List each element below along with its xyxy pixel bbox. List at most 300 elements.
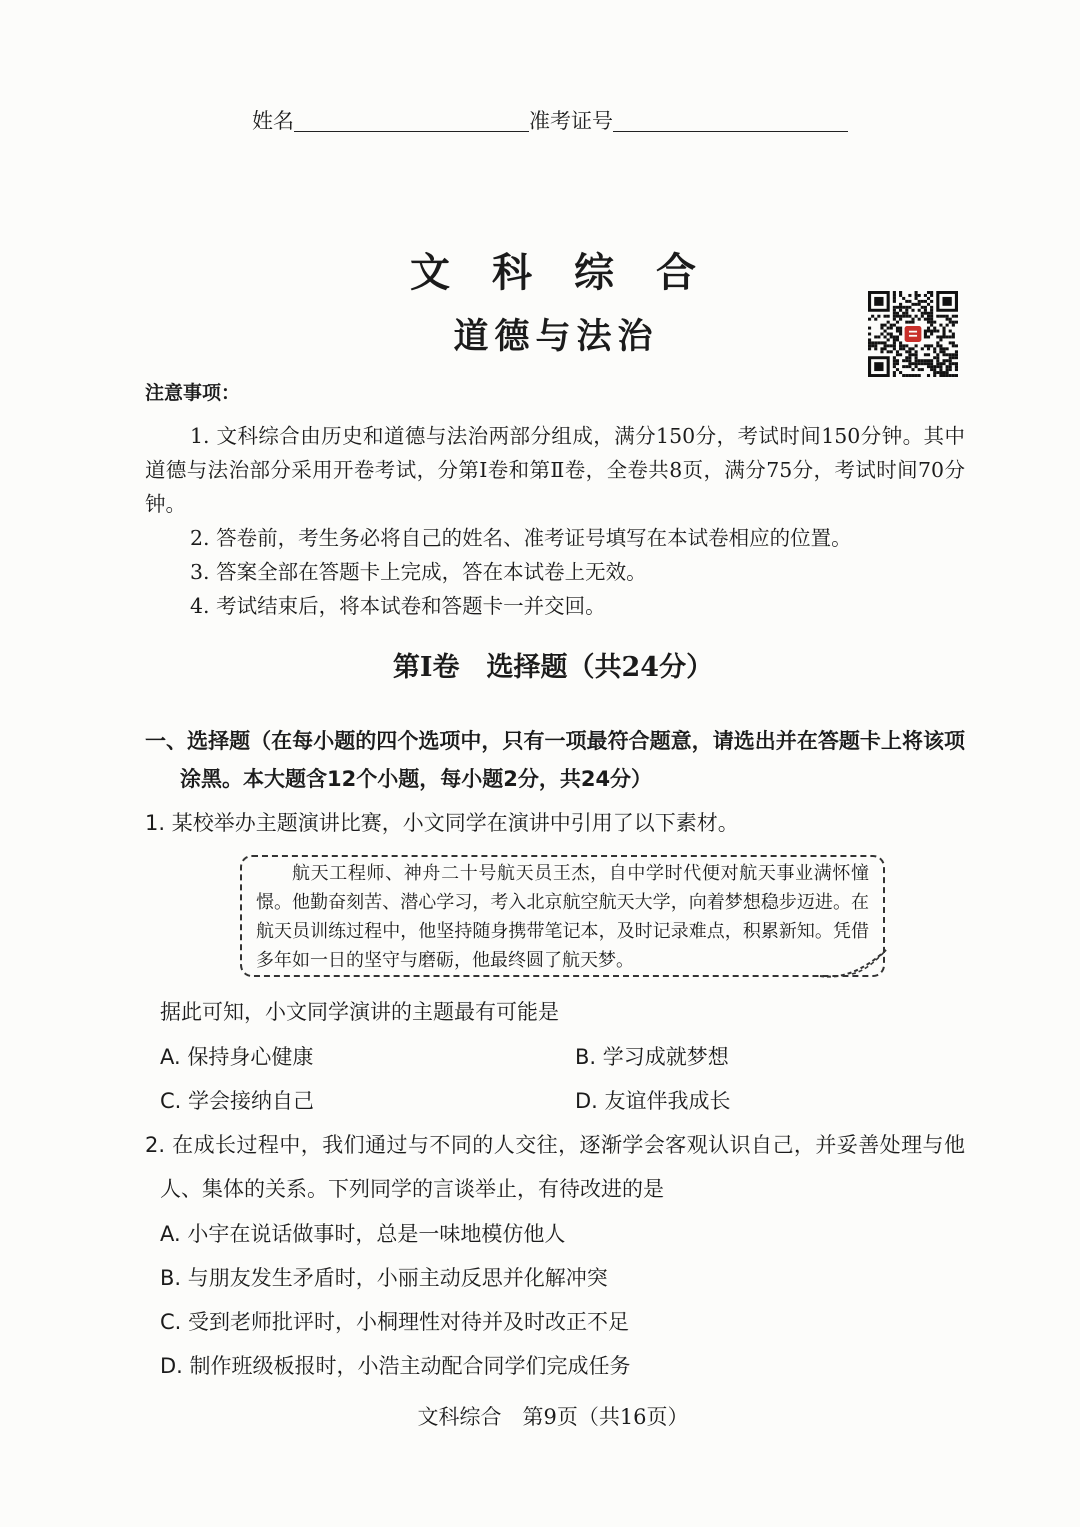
qr-module bbox=[908, 306, 911, 309]
qr-module bbox=[899, 303, 902, 306]
notice-item: 1. 文科综合由历史和道德与法治两部分组成，满分150分，考试时间150分钟。其中道德与法治部分采用开卷考试，分第Ⅰ卷和第Ⅱ卷，全卷共8页，满分75分，考试时间70分钟。 bbox=[145, 424, 965, 516]
qr-module bbox=[893, 344, 896, 347]
part-one-instruction: 一、选择题（在每小题的四个选项中，只有一项最符合题意，请选出并在答题卡上将该项涂黑。本大题含12个小题，每小题2分，共24分） bbox=[145, 729, 965, 791]
qr-module bbox=[918, 294, 921, 297]
qr-module bbox=[939, 338, 942, 341]
qr-module bbox=[924, 306, 927, 309]
page-footer: 文科综合 第9页（共16页） bbox=[417, 1405, 689, 1429]
qr-module bbox=[874, 335, 877, 338]
qr-module bbox=[942, 353, 945, 356]
candidate-info-header bbox=[252, 106, 848, 136]
qr-module bbox=[880, 341, 883, 344]
qr-module bbox=[952, 335, 955, 338]
qr-module bbox=[930, 362, 933, 365]
qr-module bbox=[902, 297, 905, 300]
qr-module bbox=[927, 353, 930, 356]
qr-module bbox=[868, 347, 871, 350]
qr-module bbox=[921, 315, 924, 318]
qr-module bbox=[915, 353, 918, 356]
qr-module bbox=[930, 330, 933, 333]
qr-module bbox=[955, 315, 958, 318]
qr-module bbox=[915, 303, 918, 306]
qr-module bbox=[933, 374, 936, 377]
qr-module bbox=[930, 315, 933, 318]
qr-module bbox=[930, 324, 933, 327]
qr-module bbox=[896, 306, 899, 309]
qr-module bbox=[930, 306, 933, 309]
qr-module bbox=[946, 365, 949, 368]
qr-module bbox=[905, 359, 908, 362]
qr-module bbox=[899, 309, 902, 312]
qr-module bbox=[942, 330, 945, 333]
qr-module bbox=[896, 315, 899, 318]
qr-module bbox=[949, 318, 952, 321]
qr-module bbox=[927, 335, 930, 338]
qr-module bbox=[921, 306, 924, 309]
notice-item: 3. 答案全部在答题卡上完成，答在本试卷上无效。 bbox=[190, 560, 647, 584]
qr-module bbox=[911, 347, 914, 350]
qr-module bbox=[899, 353, 902, 356]
qr-module bbox=[955, 344, 958, 347]
qr-module bbox=[908, 365, 911, 368]
qr-module bbox=[868, 341, 871, 344]
qr-module bbox=[936, 356, 939, 359]
qr-module bbox=[911, 303, 914, 306]
qr-module bbox=[921, 359, 924, 362]
qr-module bbox=[936, 371, 939, 374]
qr-module bbox=[899, 341, 902, 344]
qr-module bbox=[905, 374, 908, 377]
qr-module bbox=[924, 335, 927, 338]
qr-module bbox=[893, 315, 896, 318]
qr-module bbox=[930, 344, 933, 347]
qr-module bbox=[902, 344, 905, 347]
question-1-option-a: A. 保持身心健康 bbox=[160, 1045, 314, 1069]
qr-module bbox=[942, 335, 945, 338]
qr-module bbox=[933, 321, 936, 324]
qr-module bbox=[896, 359, 899, 362]
qr-module bbox=[924, 344, 927, 347]
qr-module bbox=[927, 344, 930, 347]
qr-module bbox=[949, 359, 952, 362]
qr-module bbox=[952, 356, 955, 359]
qr-module bbox=[942, 374, 945, 377]
qr-module bbox=[899, 371, 902, 374]
qr-module bbox=[927, 312, 930, 315]
qr-module bbox=[939, 371, 942, 374]
qr-module bbox=[939, 315, 942, 318]
qr-module bbox=[946, 335, 949, 338]
qr-module bbox=[952, 333, 955, 336]
qr-module bbox=[939, 335, 942, 338]
qr-module bbox=[946, 318, 949, 321]
qr-module bbox=[918, 309, 921, 312]
qr-module bbox=[896, 335, 899, 338]
qr-module bbox=[927, 321, 930, 324]
name-label: 姓名 bbox=[252, 109, 294, 133]
qr-module bbox=[893, 300, 896, 303]
qr-finder-bottom-left bbox=[868, 356, 890, 377]
qr-module bbox=[918, 318, 921, 321]
qr-module bbox=[908, 315, 911, 318]
qr-module bbox=[884, 315, 887, 318]
qr-module bbox=[949, 353, 952, 356]
qr-module bbox=[911, 362, 914, 365]
qr-module bbox=[915, 374, 918, 377]
notice-item: 4. 考试结束后，将本试卷和答题卡一并交回。 bbox=[190, 594, 606, 618]
qr-module bbox=[908, 353, 911, 356]
qr-module bbox=[927, 315, 930, 318]
qr-module bbox=[896, 350, 899, 353]
qr-module bbox=[942, 315, 945, 318]
qr-module bbox=[896, 330, 899, 333]
qr-module bbox=[942, 333, 945, 336]
qr-module bbox=[905, 300, 908, 303]
qr-module bbox=[927, 365, 930, 368]
qr-module bbox=[899, 330, 902, 333]
qr-module bbox=[902, 347, 905, 350]
qr-module bbox=[921, 347, 924, 350]
exam-id-label: 准考证号 bbox=[529, 109, 613, 133]
qr-center-logo bbox=[903, 324, 923, 344]
qr-module bbox=[942, 350, 945, 353]
qr-module bbox=[899, 306, 902, 309]
qr-module bbox=[927, 374, 930, 377]
qr-module bbox=[908, 362, 911, 365]
qr-module bbox=[939, 350, 942, 353]
qr-module bbox=[905, 350, 908, 353]
qr-module bbox=[924, 300, 927, 303]
qr-module bbox=[952, 321, 955, 324]
qr-finder-top-right bbox=[936, 291, 958, 312]
qr-module bbox=[918, 362, 921, 365]
qr-module bbox=[890, 324, 893, 327]
qr-module bbox=[893, 341, 896, 344]
qr-module bbox=[887, 350, 890, 353]
qr-module bbox=[893, 309, 896, 312]
qr-module bbox=[893, 374, 896, 377]
qr-module bbox=[911, 374, 914, 377]
qr-module bbox=[905, 306, 908, 309]
qr-module bbox=[936, 341, 939, 344]
qr-module bbox=[911, 318, 914, 321]
qr-module bbox=[927, 303, 930, 306]
question-1-material-box: 航天工程师、神舟二十号航天员王杰，自中学时代便对航天事业满怀憧憬。他勤奋刻苦、潜心学习，考入北京航空航天大学，向着梦想稳步迈进。在航天员训练过程中，他坚持随身携带笔记本，及时记录难点，积累新知。凭借多年如一日的坚守与磨砺，他最终圆了航天梦。 bbox=[240, 855, 885, 977]
question-1-option-c: C. 学会接纳自己 bbox=[160, 1089, 315, 1113]
qr-module bbox=[896, 312, 899, 315]
qr-module bbox=[930, 318, 933, 321]
qr-module bbox=[899, 344, 902, 347]
qr-module bbox=[952, 341, 955, 344]
qr-module bbox=[939, 362, 942, 365]
qr-module bbox=[952, 374, 955, 377]
qr-module bbox=[868, 344, 871, 347]
name-blank-line bbox=[294, 111, 529, 132]
question-1-stem: 1. 某校举办主题演讲比赛，小文同学在演讲中引用了以下素材。 bbox=[145, 811, 739, 835]
exam-id-blank-line bbox=[613, 111, 848, 132]
qr-module bbox=[884, 344, 887, 347]
paper-title: 文科综合 bbox=[410, 250, 738, 296]
qr-module bbox=[955, 365, 958, 368]
qr-module bbox=[874, 318, 877, 321]
qr-module bbox=[877, 341, 880, 344]
qr-module bbox=[927, 291, 930, 294]
qr-module bbox=[924, 330, 927, 333]
qr-module bbox=[896, 321, 899, 324]
qr-module bbox=[939, 374, 942, 377]
qr-module bbox=[924, 353, 927, 356]
qr-module bbox=[890, 344, 893, 347]
qr-module bbox=[946, 347, 949, 350]
qr-module bbox=[884, 335, 887, 338]
qr-module bbox=[949, 341, 952, 344]
qr-module bbox=[868, 338, 871, 341]
qr-module bbox=[908, 321, 911, 324]
notice-list bbox=[145, 419, 965, 623]
qr-module bbox=[933, 350, 936, 353]
qr-module bbox=[949, 365, 952, 368]
qr-module bbox=[874, 344, 877, 347]
qr-module bbox=[890, 350, 893, 353]
qr-finder-top-left bbox=[868, 291, 890, 312]
qr-module bbox=[939, 365, 942, 368]
qr-module bbox=[899, 291, 902, 294]
qr-module bbox=[936, 315, 939, 318]
qr-module bbox=[930, 312, 933, 315]
paper-subtitle: 道德与法治 bbox=[453, 317, 659, 357]
qr-module bbox=[893, 359, 896, 362]
qr-module bbox=[918, 374, 921, 377]
qr-module bbox=[924, 359, 927, 362]
qr-module bbox=[924, 294, 927, 297]
qr-module bbox=[936, 330, 939, 333]
qr-module bbox=[955, 374, 958, 377]
qr-module bbox=[911, 353, 914, 356]
qr-module bbox=[942, 327, 945, 330]
qr-module bbox=[933, 371, 936, 374]
qr-module bbox=[902, 306, 905, 309]
qr-module bbox=[939, 368, 942, 371]
qr-module bbox=[884, 347, 887, 350]
qr-module bbox=[899, 294, 902, 297]
qr-module bbox=[902, 359, 905, 362]
qr-module bbox=[955, 356, 958, 359]
question-1-option-b: B. 学习成就梦想 bbox=[575, 1045, 729, 1069]
qr-module bbox=[896, 327, 899, 330]
qr-module bbox=[933, 330, 936, 333]
question-2-options bbox=[160, 1212, 631, 1388]
qr-module bbox=[915, 294, 918, 297]
qr-module bbox=[896, 362, 899, 365]
qr-module bbox=[949, 356, 952, 359]
qr-module bbox=[930, 309, 933, 312]
qr-module bbox=[893, 312, 896, 315]
qr-module bbox=[936, 365, 939, 368]
qr-module bbox=[952, 362, 955, 365]
qr-module bbox=[893, 306, 896, 309]
qr-module bbox=[905, 312, 908, 315]
qr-module bbox=[880, 350, 883, 353]
qr-module bbox=[911, 321, 914, 324]
qr-module bbox=[877, 335, 880, 338]
qr-module bbox=[908, 350, 911, 353]
qr-module bbox=[874, 347, 877, 350]
qr-module bbox=[908, 356, 911, 359]
qr-module bbox=[893, 324, 896, 327]
qr-module bbox=[893, 291, 896, 294]
qr-module bbox=[946, 371, 949, 374]
qr-module bbox=[918, 368, 921, 371]
qr-module bbox=[939, 344, 942, 347]
qr-module bbox=[890, 327, 893, 330]
qr-module bbox=[896, 368, 899, 371]
qr-module bbox=[902, 374, 905, 377]
qr-module bbox=[915, 344, 918, 347]
qr-module bbox=[939, 324, 942, 327]
qr-module bbox=[936, 353, 939, 356]
qr-module bbox=[915, 297, 918, 300]
qr-module bbox=[884, 330, 887, 333]
qr-code bbox=[868, 291, 958, 377]
qr-module bbox=[908, 294, 911, 297]
qr-module bbox=[908, 347, 911, 350]
qr-module bbox=[949, 368, 952, 371]
qr-module bbox=[880, 333, 883, 336]
qr-module bbox=[890, 333, 893, 336]
qr-module bbox=[880, 327, 883, 330]
qr-module bbox=[871, 315, 874, 318]
qr-module bbox=[880, 347, 883, 350]
question-1-option-d: D. 友谊伴我成长 bbox=[575, 1089, 731, 1113]
qr-module bbox=[868, 318, 871, 321]
qr-module bbox=[905, 365, 908, 368]
qr-module bbox=[893, 297, 896, 300]
qr-module bbox=[949, 362, 952, 365]
qr-module bbox=[905, 309, 908, 312]
qr-module bbox=[924, 318, 927, 321]
qr-module bbox=[927, 318, 930, 321]
qr-module bbox=[893, 356, 896, 359]
qr-module bbox=[887, 315, 890, 318]
qr-module bbox=[924, 309, 927, 312]
qr-module bbox=[927, 347, 930, 350]
qr-module bbox=[946, 324, 949, 327]
qr-module bbox=[915, 350, 918, 353]
qr-module bbox=[887, 333, 890, 336]
qr-module bbox=[955, 350, 958, 353]
question-2-option-d: D. 制作班级板报时，小浩主动配合同学们完成任务 bbox=[160, 1354, 631, 1378]
qr-module bbox=[902, 312, 905, 315]
qr-module bbox=[921, 300, 924, 303]
question-1-prompt: 据此可知，小文同学演讲的主题最有可能是 bbox=[160, 1000, 559, 1024]
qr-module bbox=[933, 347, 936, 350]
qr-module bbox=[918, 359, 921, 362]
qr-module bbox=[936, 362, 939, 365]
qr-module bbox=[942, 362, 945, 365]
qr-module bbox=[942, 347, 945, 350]
qr-module bbox=[933, 368, 936, 371]
qr-module bbox=[936, 335, 939, 338]
qr-module bbox=[921, 362, 924, 365]
qr-module bbox=[911, 309, 914, 312]
qr-module bbox=[949, 374, 952, 377]
qr-module bbox=[952, 353, 955, 356]
qr-module bbox=[930, 300, 933, 303]
qr-module bbox=[905, 321, 908, 324]
qr-module bbox=[942, 359, 945, 362]
qr-module bbox=[952, 315, 955, 318]
notice-heading: 注意事项： bbox=[145, 382, 241, 404]
qr-module bbox=[893, 294, 896, 297]
qr-module bbox=[877, 315, 880, 318]
qr-module bbox=[955, 321, 958, 324]
qr-module bbox=[918, 300, 921, 303]
question-2-option-b: B. 与朋友发生矛盾时，小丽主动反思并化解冲突 bbox=[160, 1266, 608, 1290]
qr-module bbox=[908, 359, 911, 362]
qr-module bbox=[902, 315, 905, 318]
qr-module bbox=[915, 362, 918, 365]
qr-module bbox=[949, 335, 952, 338]
qr-module bbox=[930, 333, 933, 336]
qr-module bbox=[893, 318, 896, 321]
qr-module bbox=[924, 362, 927, 365]
qr-module bbox=[905, 344, 908, 347]
qr-module bbox=[890, 335, 893, 338]
qr-module bbox=[893, 335, 896, 338]
qr-module bbox=[921, 312, 924, 315]
question-2-option-c: C. 受到老师批评时，小桐理性对待并及时改正不足 bbox=[160, 1310, 630, 1334]
qr-module bbox=[924, 333, 927, 336]
qr-module bbox=[893, 365, 896, 368]
qr-module bbox=[893, 362, 896, 365]
qr-module bbox=[893, 338, 896, 341]
notice-item: 2. 答卷前，考生务必将自己的姓名、准考证号填写在本试卷相应的位置。 bbox=[190, 526, 852, 550]
qr-module bbox=[927, 330, 930, 333]
qr-module bbox=[927, 297, 930, 300]
question-2-stem: 2. 在成长过程中，我们通过与不同的人交往，逐渐学会客观认识自己，并妥善处理与他人、集体的关系。下列同学的言谈举止，有待改进的是 bbox=[145, 1133, 965, 1201]
qr-module bbox=[868, 333, 871, 336]
qr-module bbox=[942, 371, 945, 374]
qr-module bbox=[930, 368, 933, 371]
qr-module bbox=[908, 374, 911, 377]
qr-module bbox=[955, 362, 958, 365]
qr-module bbox=[936, 344, 939, 347]
qr-module bbox=[896, 353, 899, 356]
qr-module bbox=[933, 365, 936, 368]
qr-module bbox=[868, 327, 871, 330]
qr-module bbox=[952, 344, 955, 347]
qr-module bbox=[946, 353, 949, 356]
qr-module bbox=[930, 365, 933, 368]
qr-module bbox=[871, 344, 874, 347]
qr-module bbox=[918, 303, 921, 306]
qr-module bbox=[921, 368, 924, 371]
qr-module bbox=[899, 318, 902, 321]
qr-module bbox=[887, 327, 890, 330]
qr-module bbox=[946, 359, 949, 362]
qr-module bbox=[899, 347, 902, 350]
question-2-option-a: A. 小宇在说话做事时，总是一味地模仿他人 bbox=[160, 1222, 566, 1246]
qr-module bbox=[955, 353, 958, 356]
qr-module bbox=[915, 365, 918, 368]
qr-module bbox=[899, 327, 902, 330]
qr-module bbox=[899, 315, 902, 318]
qr-module bbox=[927, 359, 930, 362]
material-box-curl-decoration bbox=[818, 946, 888, 980]
qr-module bbox=[927, 327, 930, 330]
qr-module bbox=[939, 347, 942, 350]
qr-module bbox=[884, 341, 887, 344]
